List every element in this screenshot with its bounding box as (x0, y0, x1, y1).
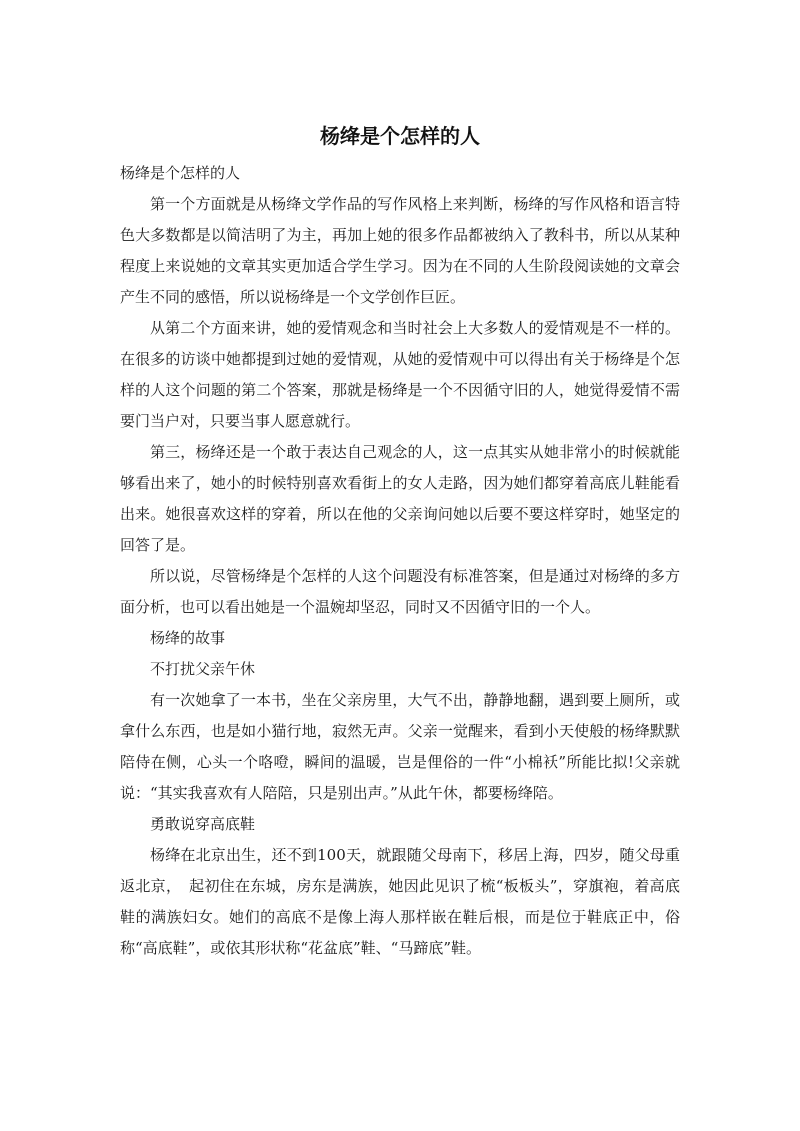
story-heading-nap: 不打扰父亲午休 (150, 660, 256, 678)
section-heading-stories: 杨绛的故事 (150, 629, 226, 647)
paragraph-self-expression: 第三，杨绛还是一个敢于表达自己观念的人，这一点其实从她非常小的时候就能够看出来了，她小的时候特别喜欢看街上的女人走路，因为她们都穿着高底儿鞋能看出来。她很喜欢这样的穿着，所以在他的父亲询问她以后要不要这样穿时，她坚定的回答了是。 (120, 443, 680, 554)
story-heading-shoes: 勇敢说穿高底鞋 (150, 815, 256, 833)
document-subtitle: 杨绛是个怎样的人 (120, 164, 241, 182)
story-text-shoes: 杨绛在北京出生，还不到100天，就跟随父母南下，移居上海，四岁，随父母重返北京， 起初住在东城，房东是满族，她因此见识了梳“板板头”，穿旗袍，着高底鞋的满族妇女。她们的高底不是像上海人那样嵌在鞋后根，而是位于鞋底正中，俗称“高底鞋”，或依其形状称“花盆底”鞋、“马蹄底”鞋。 (120, 846, 680, 957)
document-page (120, 118, 680, 964)
paragraph-conclusion: 所以说，尽管杨绛是个怎样的人这个问题没有标准答案，但是通过对杨绛的多方面分析，也可以看出她是一个温婉却坚忍，同时又不因循守旧的一个人。 (120, 567, 680, 616)
paragraph-writing-style: 第一个方面就是从杨绛文学作品的写作风格上来判断，杨绛的写作风格和语言特色大多数都是以简洁明了为主，再加上她的很多作品都被纳入了教科书，所以从某种程度上来说她的文章其实更加适合学生学习。因为在不同的人生阶段阅读她的文章会产生不同的感悟，所以说杨绛是一个文学创作巨匠。 (120, 195, 680, 306)
document-title: 杨绛是个怎样的人 (320, 124, 480, 148)
story-text-nap: 有一次她拿了一本书，坐在父亲房里，大气不出，静静地翻，遇到要上厕所，或拿什么东西，也是如小猫行地，寂然无声。父亲一觉醒来，看到小天使般的杨绛默默陪侍在侧，心头一个咯噔，瞬间的温暖，岂是俚俗的一件“小棉袄”所能比拟!父亲就说：“其实我喜欢有人陪陪，只是别出声。”从此午休，都要杨绛陪。 (120, 691, 680, 802)
paragraph-love-view: 从第二个方面来讲，她的爱情观念和当时社会上大多数人的爱情观是不一样的。在很多的访谈中她都提到过她的爱情观，从她的爱情观中可以得出有关于杨绛是个怎样的人这个问题的第二个答案，那就是杨绛是一个不因循守旧的人，她觉得爱情不需要门当户对，只要当事人愿意就行。 (120, 319, 680, 430)
